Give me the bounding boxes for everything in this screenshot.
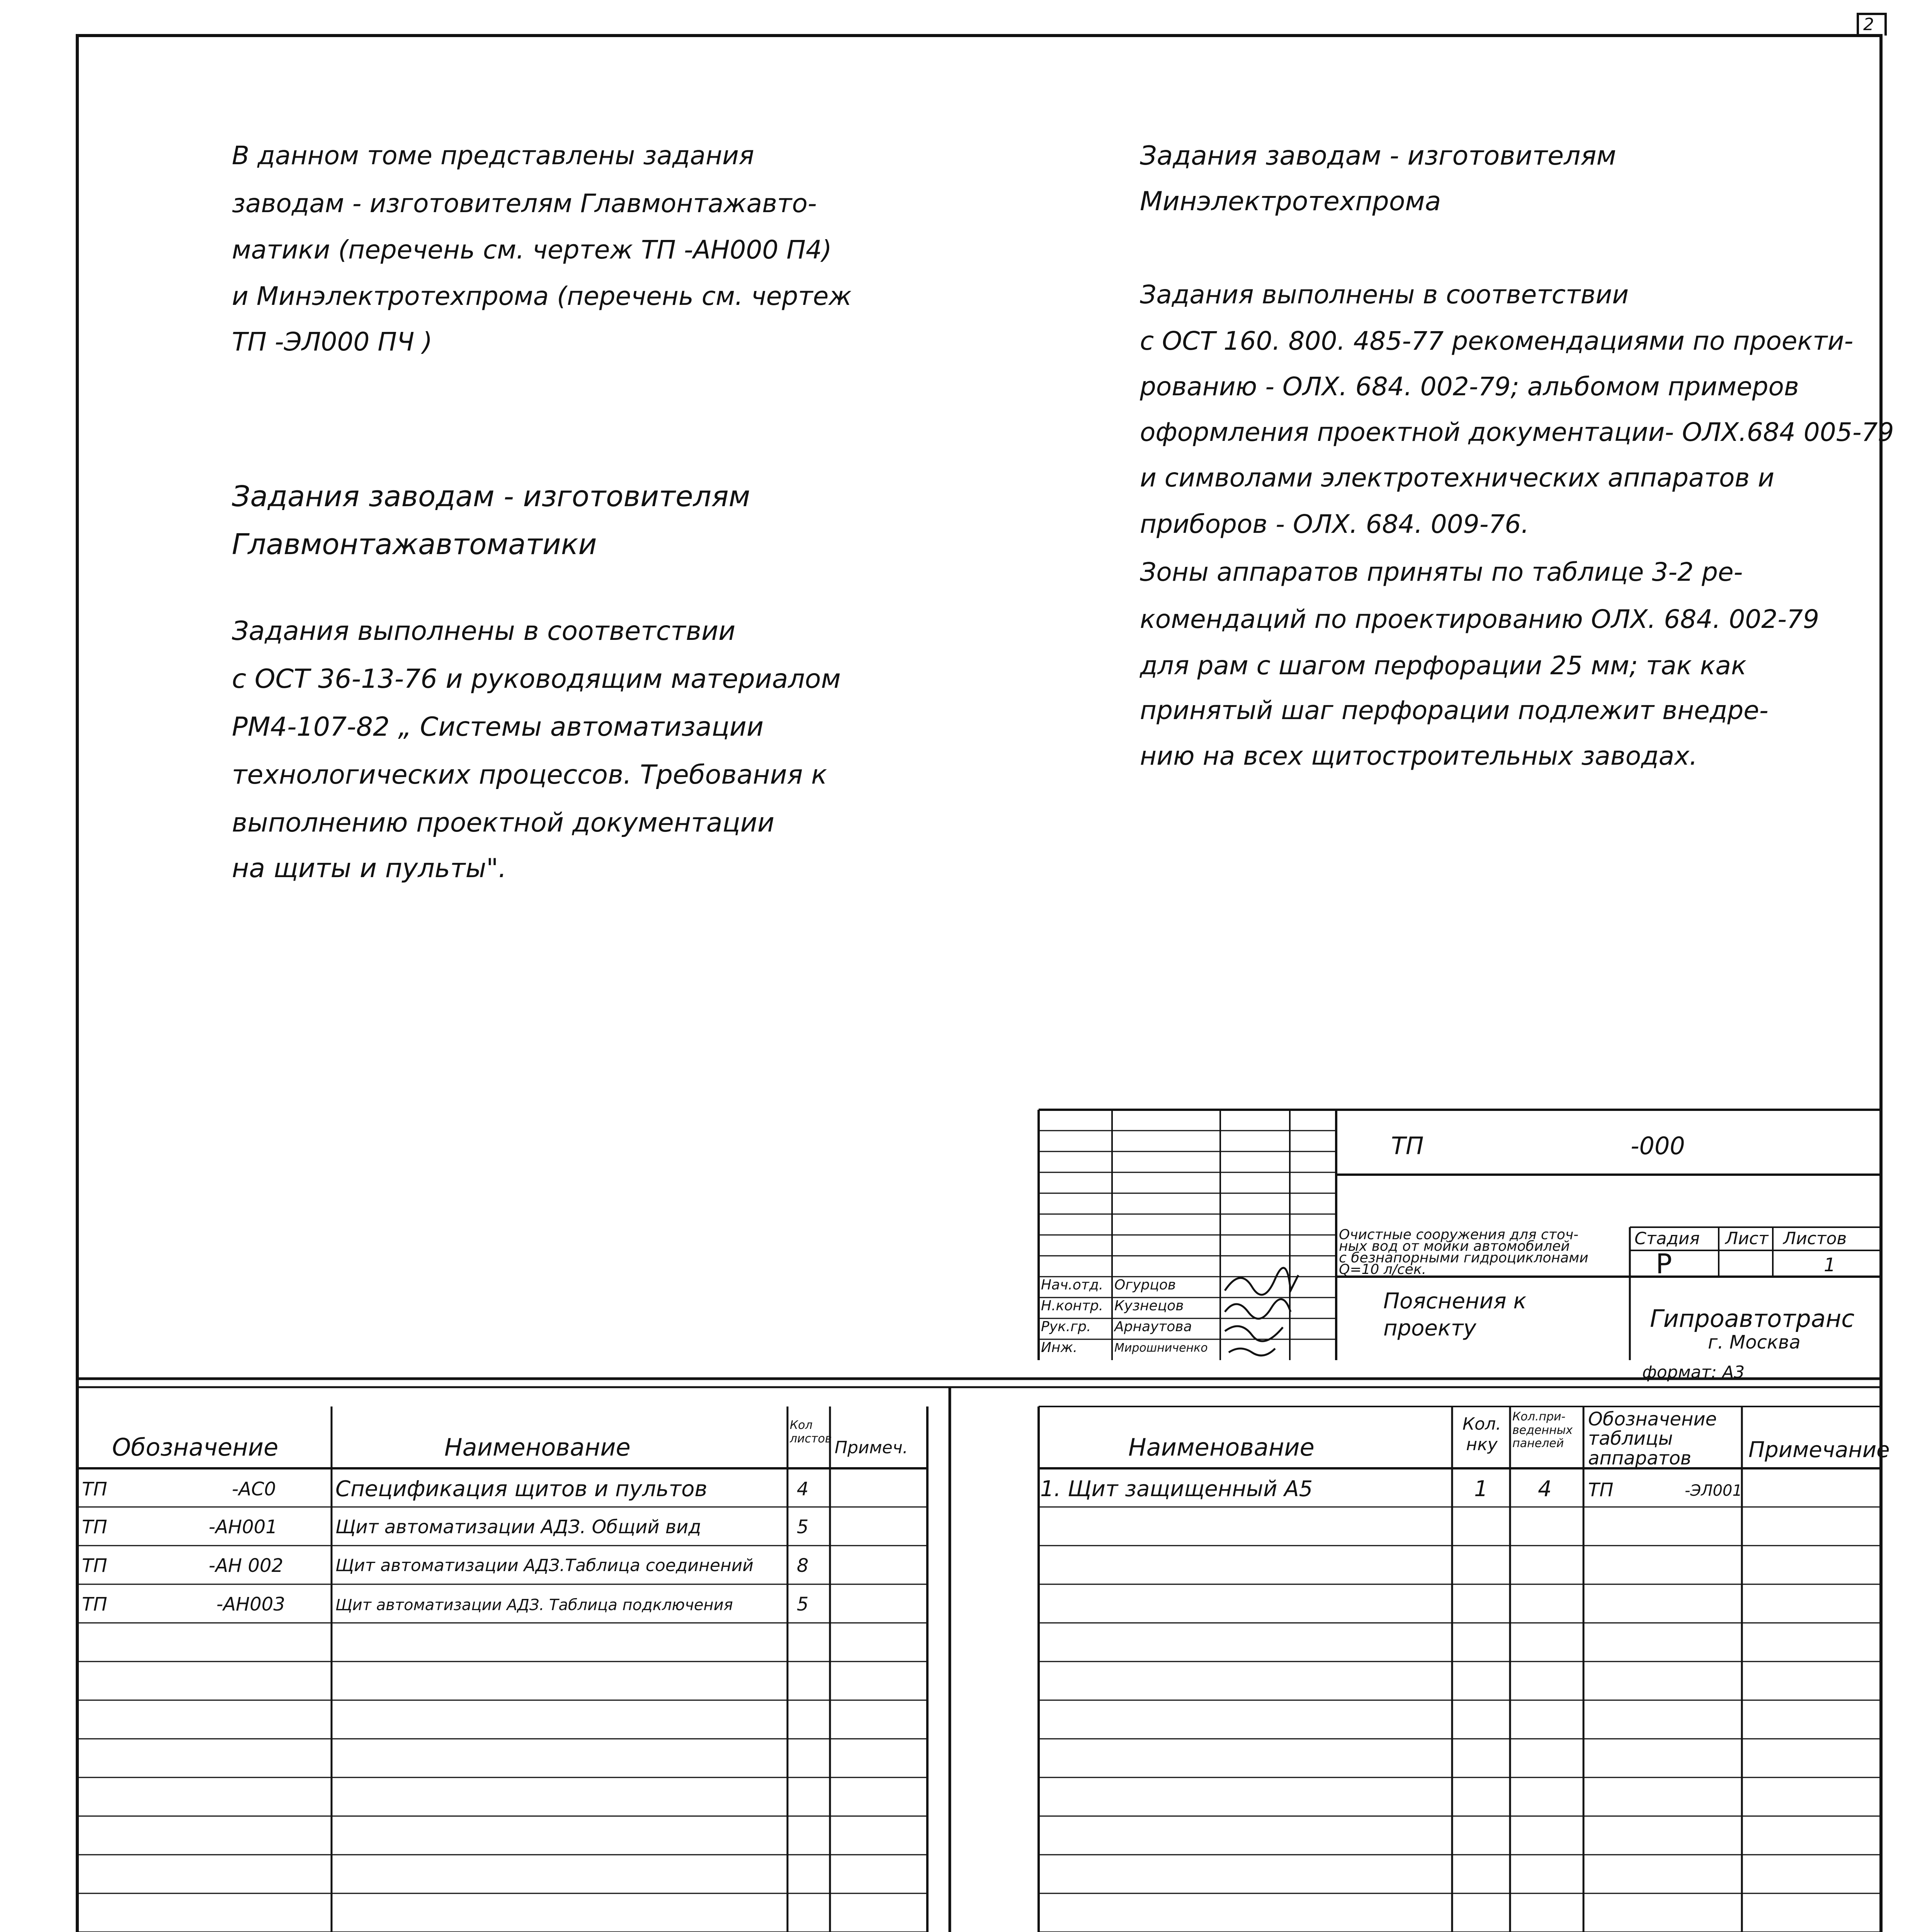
top-staff-name: Арнаутова [1114, 1319, 1192, 1335]
row-name: 1. Щит защищенный А5 [1040, 1476, 1313, 1502]
intro-line: матики (перечень см. чертеж ТП -АН000 П4) [232, 235, 832, 265]
row-panels: 4 [1538, 1476, 1552, 1502]
top-sheets-label: Листов [1783, 1229, 1847, 1248]
top-staff-role: Нач.отд. [1041, 1277, 1104, 1293]
para-line: рованию - ОЛХ. 684. 002-79; альбомом примеров [1140, 372, 1799, 401]
top-code-prefix: ТП [1391, 1132, 1424, 1160]
heading-line: Минэлектротехпрома [1140, 186, 1441, 217]
top-sheets-value: 1 [1824, 1254, 1836, 1276]
row-code: -АН001 [209, 1516, 277, 1538]
top-staff-role: Н.контр. [1041, 1298, 1104, 1314]
para-line: для рам с шагом перфорации 25 мм; так как [1140, 651, 1747, 680]
row-sheets: 5 [797, 1594, 809, 1615]
row-name: Щит автоматизации АДЗ. Общий вид [335, 1516, 701, 1538]
intro-line: В данном томе представлены задания [232, 141, 754, 170]
intro-line: ТП -ЭЛ000 ПЧ ) [232, 327, 433, 357]
intro-line: и Минэлектротехпрома (перечень см. чертеж [232, 281, 852, 311]
top-stage-label: Стадия [1634, 1229, 1700, 1248]
para-line: комендаций по проектированию ОЛХ. 684. 002-79 [1140, 604, 1819, 634]
para-line: Задания выполнены в соответствии [232, 616, 736, 646]
top-object-line: Q=10 л/сек. [1339, 1262, 1427, 1277]
para-line: Зоны аппаратов приняты по таблице 3-2 ре- [1140, 557, 1743, 587]
para-line: технологических процессов. Требования к [232, 760, 827, 790]
row-code: -АН 002 [209, 1555, 284, 1577]
heading-line: Задания заводам - изготовителям [232, 480, 750, 513]
top-stage-value: Р [1656, 1248, 1672, 1280]
left-header-designation: Обозначение [112, 1433, 279, 1461]
top-object-line: с безнапорными гидроциклонами [1339, 1250, 1588, 1266]
row-code: -АН003 [216, 1594, 285, 1615]
top-staff-role: Рук.гр. [1041, 1319, 1091, 1335]
top-staff-role: Инж. [1041, 1340, 1078, 1355]
para-line: Задания выполнены в соответствии [1140, 280, 1629, 310]
left-header-note: Примеч. [835, 1438, 908, 1458]
top-object-line: ных вод от мойки автомобилей [1339, 1238, 1570, 1254]
left-header-name: Наименование [444, 1433, 631, 1461]
top-doc-title-line: проекту [1383, 1316, 1476, 1341]
right-header-note: Примечание [1748, 1437, 1890, 1463]
right-header-qty: Кол. нку [1462, 1414, 1502, 1454]
para-line: РМ4-107-82 „ Системы автоматизации [232, 712, 764, 742]
top-format: формат: А3 [1642, 1362, 1745, 1382]
row-sheets: 8 [797, 1555, 809, 1577]
top-org-city: г. Москва [1708, 1332, 1801, 1353]
row-name: Спецификация щитов и пультов [335, 1476, 707, 1502]
intro-line: заводам - изготовителям Главмонтажавто- [232, 189, 817, 218]
para-line: с ОСТ 160. 800. 485-77 рекомендациями по проекти- [1140, 326, 1854, 356]
heading-line: Главмонтажавтоматики [232, 528, 597, 561]
top-staff-name: Кузнецов [1114, 1298, 1184, 1314]
row-name: Щит автоматизации АДЗ. Таблица подключения [335, 1596, 733, 1614]
row-sheets: 4 [797, 1478, 809, 1500]
row-prefix: ТП [1588, 1479, 1614, 1501]
right-header-panels: Кол.при-веденных панелей [1512, 1410, 1573, 1450]
para-line: нию на всех щитостроительных заводах. [1140, 741, 1698, 771]
row-prefix: ТП [82, 1594, 107, 1615]
sheet-number: 2 [1863, 15, 1874, 34]
left-header-sheets: Кол листов [790, 1418, 832, 1446]
right-header-designation: Обозначение таблицы аппаратов [1588, 1408, 1717, 1469]
para-line: с ОСТ 36-13-76 и руководящим материалом [232, 664, 841, 694]
para-line: и символами электротехнических аппаратов и [1140, 463, 1774, 493]
para-line: выполнению проектной документации [232, 808, 775, 838]
row-qty: 1 [1474, 1476, 1488, 1502]
para-line: оформления проектной документации- ОЛХ.684 005-79 [1140, 417, 1894, 447]
top-code-suffix: -000 [1631, 1132, 1685, 1160]
para-line: принятый шаг перфорации подлежит внедре- [1140, 696, 1769, 725]
outer-frame [77, 36, 1881, 1932]
row-name: Щит автоматизации АДЗ.Таблица соединений [335, 1556, 753, 1575]
right-header-name: Наименование [1128, 1433, 1315, 1461]
top-staff-name: Мирошниченко [1114, 1341, 1208, 1355]
top-doc-title-line: Пояснения к [1383, 1289, 1527, 1314]
row-prefix: ТП [82, 1555, 107, 1577]
heading-line: Задания заводам - изготовителям [1140, 141, 1616, 171]
para-line: на щиты и пульты". [232, 853, 507, 884]
top-staff-name: Огурцов [1114, 1277, 1176, 1293]
top-sheet-label: Лист [1725, 1229, 1769, 1248]
row-sheets: 5 [797, 1516, 809, 1538]
row-prefix: ТП [82, 1478, 107, 1500]
top-object-line: Очистные сооружения для сточ- [1339, 1227, 1578, 1243]
top-org-name: Гипроавтотранс [1650, 1304, 1855, 1333]
row-code: -АС0 [232, 1478, 276, 1500]
row-code: -ЭЛ001 [1685, 1482, 1742, 1500]
row-prefix: ТП [82, 1516, 107, 1538]
para-line: приборов - ОЛХ. 684. 009-76. [1140, 509, 1529, 539]
